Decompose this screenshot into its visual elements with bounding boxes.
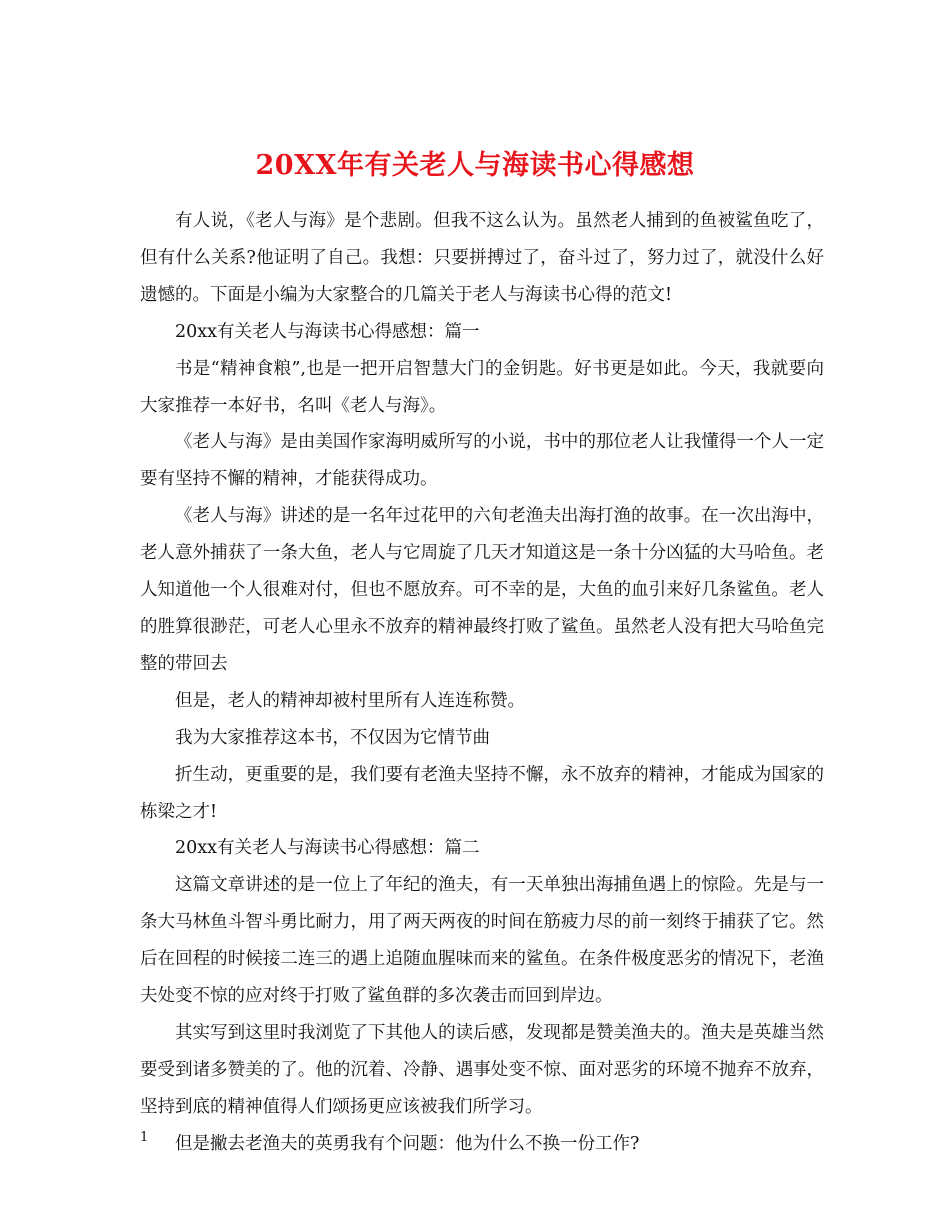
paragraph: 《老人与海》讲述的是一名年过花甲的六旬老渔夫出海打渔的故事。在一次出海中，老人意外捕获了一条大鱼，老人与它周旋了几天才知道这是一条十分凶猛的大马哈鱼。老人知道他一个人很难对付，但也不愿放弃。可不幸的是，大鱼的血引来好几条鲨鱼。老人的胜算很渺茫，可老人心里永不放弃的精神最终打败了鲨鱼。虽然老人没有把大马哈鱼完整的带回去 xyxy=(140,506,824,674)
page-number: 1 xyxy=(140,1130,149,1145)
paragraph: 其实写到这里时我浏览了下其他人的读后感，发现都是赞美渔夫的。渔夫是英雄当然要受到诸多赞美的了。他的沉着、冷静、遇事处变不惊、面对恶劣的环境不抛弃不放弃，坚持到底的精神值得人们颂扬更应该被我们所学习。 xyxy=(140,1022,824,1117)
section-heading-1: 20xx有关老人与海读书心得感想：篇一 xyxy=(175,321,480,342)
paragraph: 《老人与海》是由美国作家海明威所写的小说，书中的那位老人让我懂得一个人一定要有坚持不懈的精神，才能获得成功。 xyxy=(140,432,824,490)
paragraph: 这篇文章讲述的是一位上了年纪的渔夫，有一天单独出海捕鱼遇上的惊险。先是与一条大马林鱼斗智斗勇比耐力，用了两天两夜的时间在筋疲力尽的前一刻终于捕获了它。然后在回程的时候接二连三的遇上追随血腥味而来的鲨鱼。在条件极度恶劣的情况下，老渔夫处变不惊的应对终于打败了鲨鱼群的多次袭击而回到岸边。 xyxy=(140,875,824,1007)
paragraph-intro: 有人说，《老人与海》是个悲剧。但我不这么认为。虽然老人捕到的鱼被鲨鱼吃了，但有什么关系?他证明了自己。我想：只要拼搏过了，奋斗过了，努力过了，就没什么好遗憾的。下面是小编为大家整合的几篇关于老人与海读书心得的范文! xyxy=(140,211,824,305)
paragraph: 我为大家推荐这本书，不仅因为它情节曲 xyxy=(175,727,490,748)
paragraph: 折生动，更重要的是，我们要有老渔夫坚持不懈，永不放弃的精神，才能成为国家的栋梁之才! xyxy=(140,764,824,822)
section-heading-2: 20xx有关老人与海读书心得感想：篇二 xyxy=(175,838,480,859)
paragraph: 但是撇去老渔夫的英勇我有个问题：他为什么不换一份工作? xyxy=(175,1133,640,1154)
article-body xyxy=(140,203,824,1163)
paragraph: 但是，老人的精神却被村里所有人连连称赞。 xyxy=(175,690,525,711)
paragraph: 书是“精神食粮”,也是一把开启智慧大门的金钥匙。好书更是如此。今天，我就要向大家推荐一本好书，名叫《老人与海》。 xyxy=(140,358,825,416)
page-title: 20XX年有关老人与海读书心得感想 xyxy=(255,150,695,182)
